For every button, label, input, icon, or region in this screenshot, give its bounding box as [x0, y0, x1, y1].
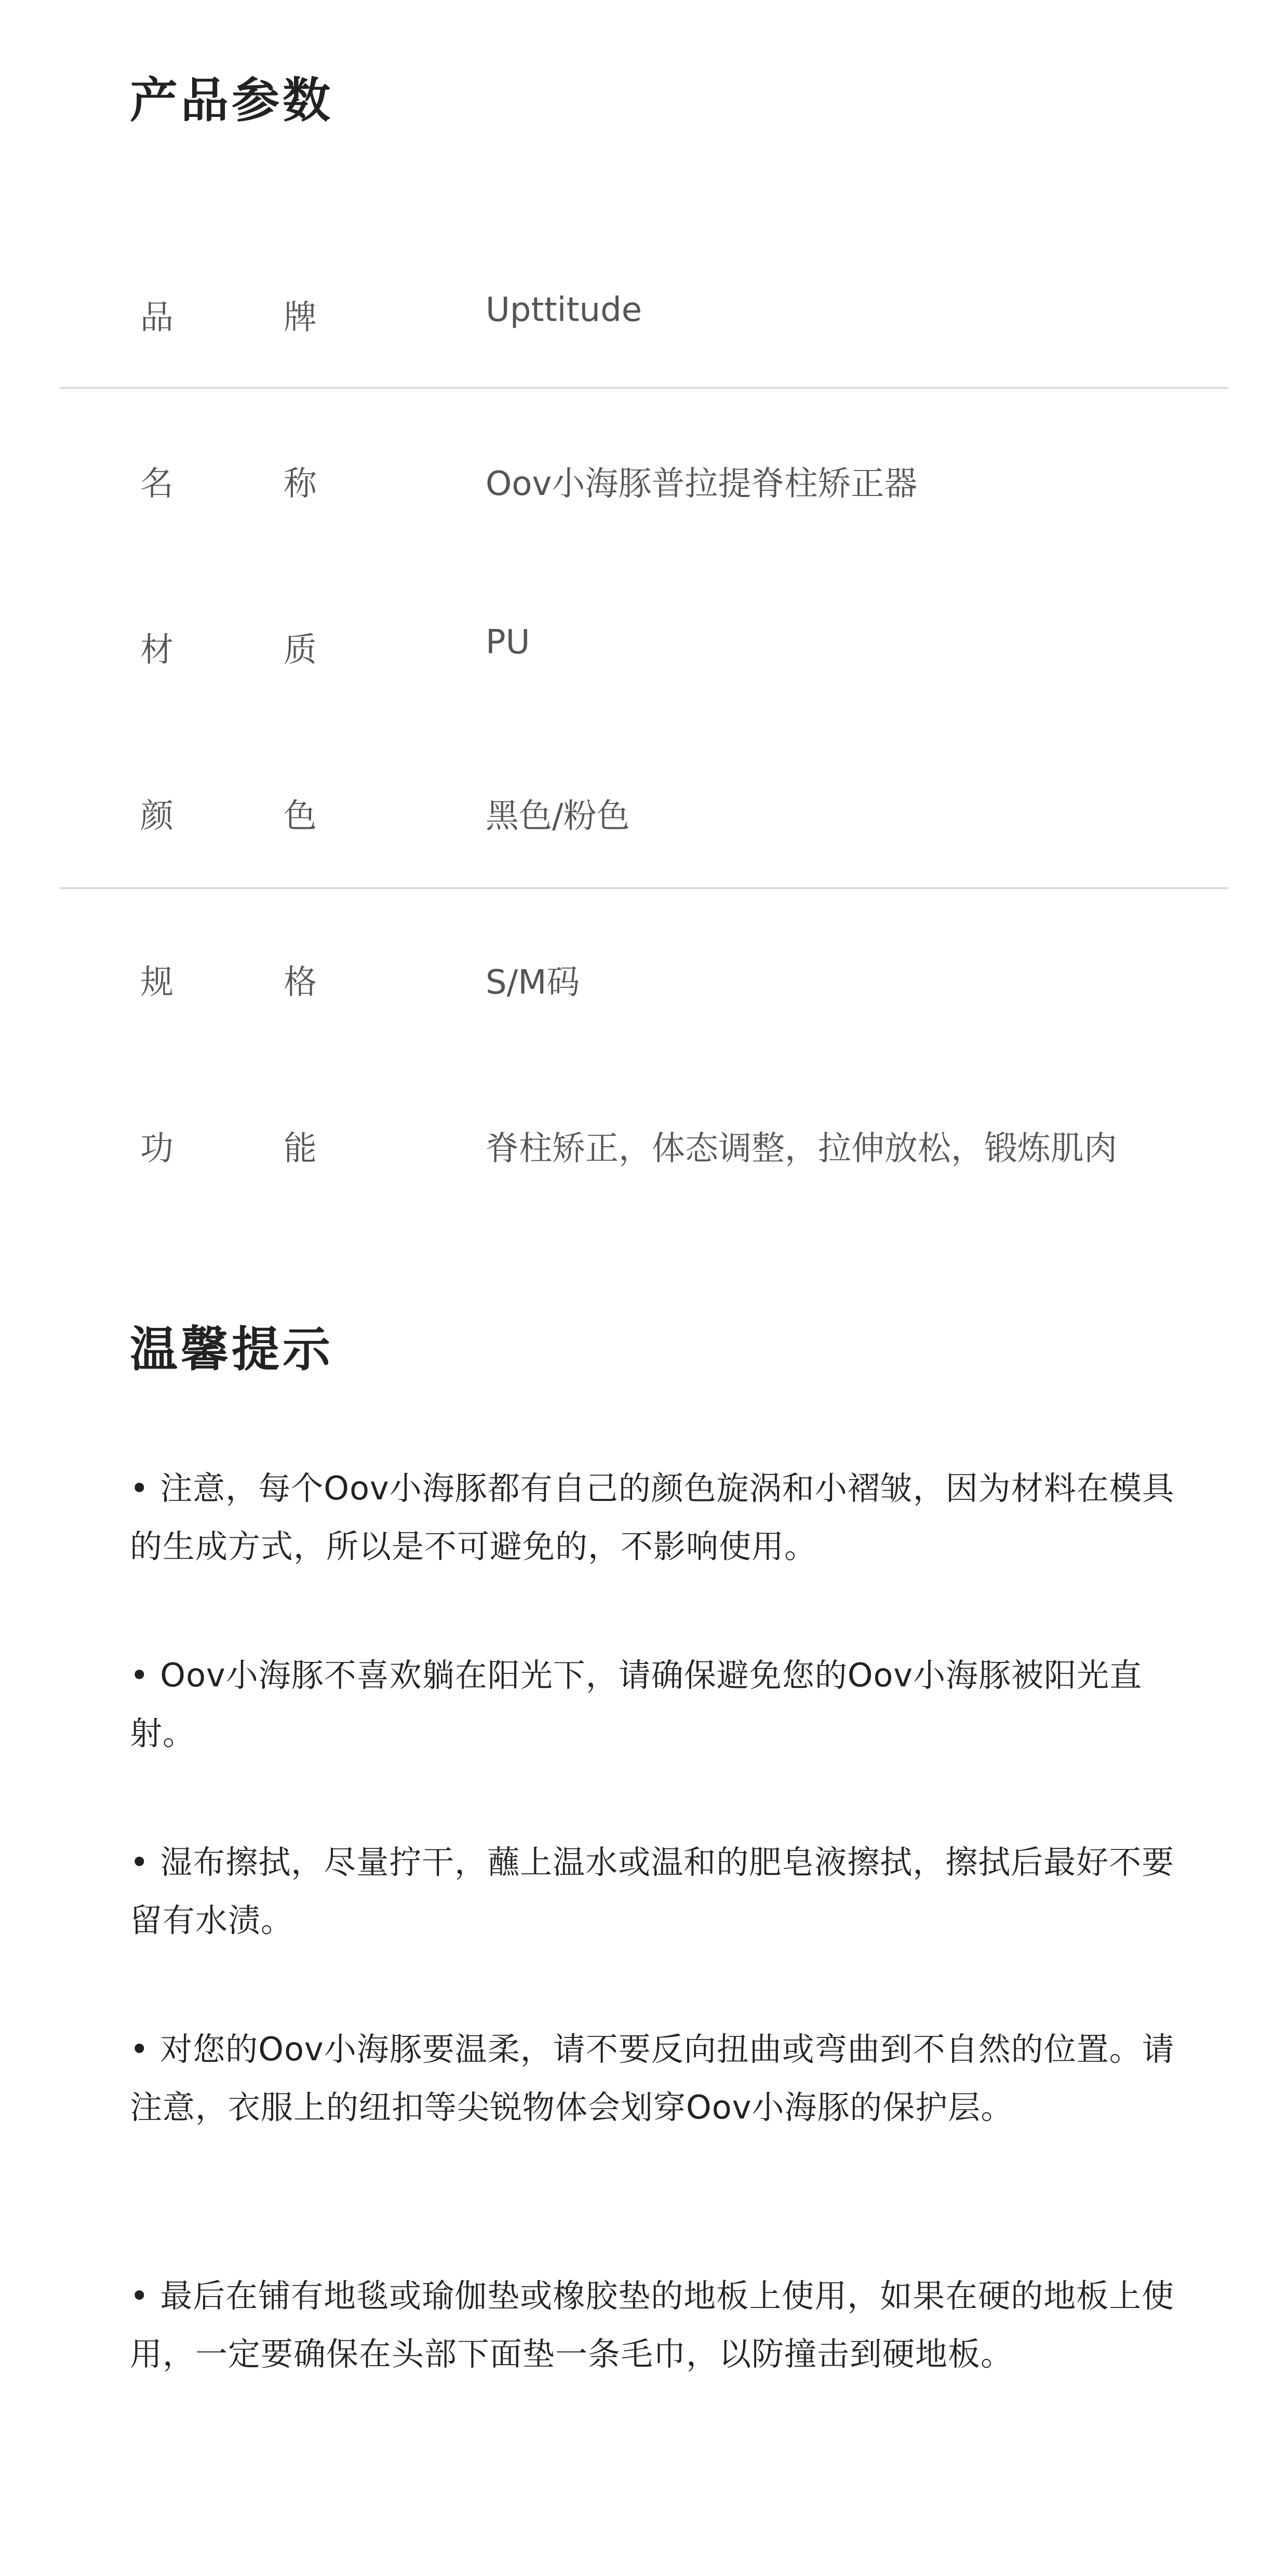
spec-label: [140, 956, 317, 1003]
spec-row-material: [0, 613, 1288, 675]
spec-value: 黑色/粉色: [486, 797, 630, 836]
tip-item: • Oov小海豚不喜欢躺在阳光下，请确保避免您的Oov小海豚被阳光直射。: [130, 1656, 1143, 1752]
spec-value: PU: [486, 623, 530, 662]
tip-item: • 湿布擦拭，尽量拧干，蘸上温水或温和的肥皂液擦拭，擦拭后最好不要留有水渍。: [130, 1843, 1175, 1939]
spec-label-char: 名: [140, 465, 173, 503]
spec-label-char: 牌: [284, 299, 317, 337]
tip-item: • 最后在铺有地毯或瑜伽垫或橡胶垫的地板上使用，如果在硬的地板上使用，一定要确保在头部下面垫一条毛巾，以防撞击到硬地板。: [130, 2277, 1175, 2373]
tips-section-title: 温馨提示: [130, 1322, 334, 1377]
spec-value: S/M码: [486, 963, 580, 1002]
spec-label: [140, 291, 317, 339]
spec-row-name: [0, 447, 1288, 509]
spec-label-char: 材: [140, 631, 173, 669]
spec-value: 脊柱矫正，体态调整，拉伸放松，锻炼肌肉: [486, 1130, 1117, 1168]
spec-label-char: 颜: [140, 797, 173, 836]
divider: [60, 387, 1228, 389]
spec-label-char: 格: [284, 963, 317, 1002]
spec-label-char: 色: [284, 797, 317, 836]
spec-row-brand: [0, 280, 1288, 343]
spec-label: [140, 789, 317, 837]
spec-label-char: 称: [284, 465, 317, 503]
divider: [60, 887, 1228, 889]
spec-label: [140, 1122, 317, 1170]
params-section-title: 产品参数: [130, 73, 334, 128]
spec-label-char: 质: [284, 631, 317, 669]
spec-label-char: 品: [140, 299, 173, 337]
spec-row-function: [0, 1111, 1288, 1174]
tip-item: • 注意，每个Oov小海豚都有自己的颜色旋涡和小褶皱，因为材料在模具的生成方式，所以是不可避免的，不影响使用。: [130, 1469, 1175, 1565]
spec-label: [140, 623, 317, 671]
spec-label-char: 能: [284, 1130, 317, 1168]
spec-label: [140, 457, 317, 505]
spec-label-char: 功: [140, 1130, 173, 1168]
spec-row-size: [0, 945, 1288, 1008]
spec-value: Upttitude: [486, 291, 642, 329]
spec-value: Oov小海豚普拉提脊柱矫正器: [486, 465, 918, 503]
tip-item: • 对您的Oov小海豚要温柔，请不要反向扭曲或弯曲到不自然的位置。请注意，衣服上的纽扣等尖锐物体会划穿Oov小海豚的保护层。: [130, 2030, 1175, 2126]
spec-row-color: [0, 779, 1288, 841]
spec-label-char: 规: [140, 963, 173, 1002]
